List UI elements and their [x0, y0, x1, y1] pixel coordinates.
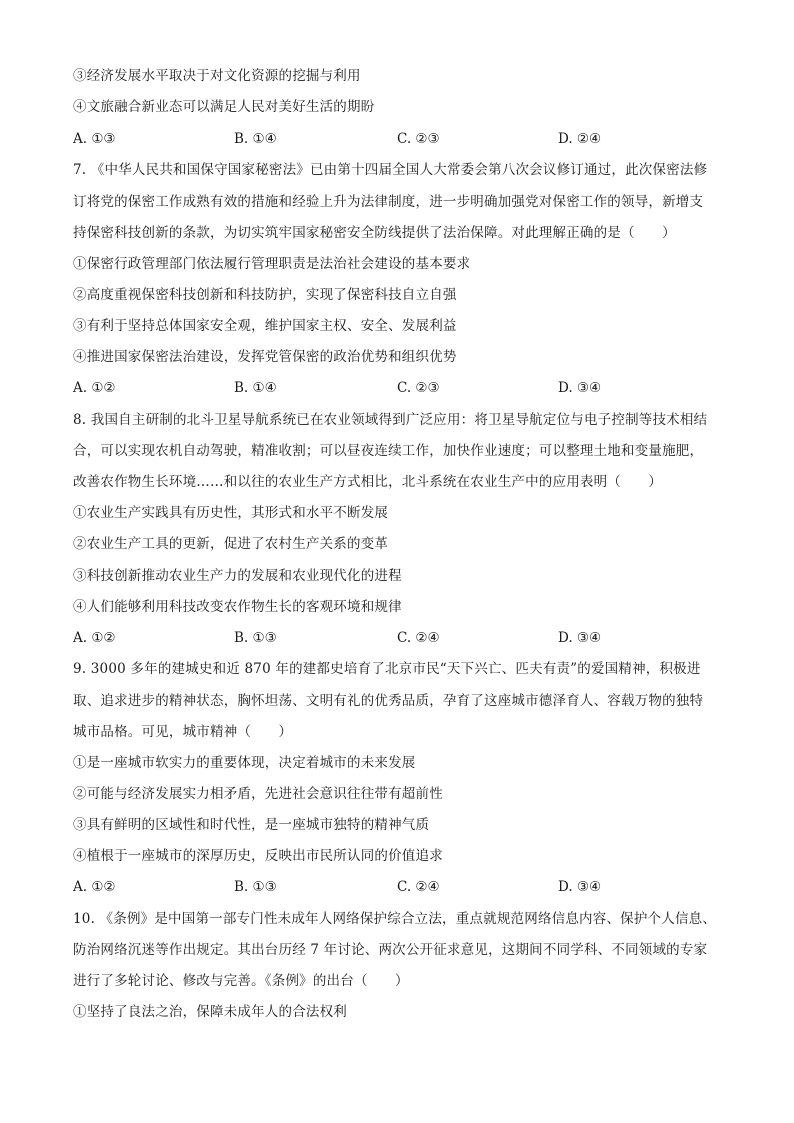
- q6-option-c: C. ②③: [397, 131, 440, 147]
- q8-item-1: ①农业生产实践具有历史性，其形式和水平不断发展: [73, 505, 389, 521]
- q8-stem-line: 合，可以实现农机自动驾驶，精准收割；可以昼夜连续工作，加快作业速度；可以整理土地和变量施肥，: [73, 443, 704, 459]
- q7-option-a: A. ①②: [73, 380, 116, 396]
- q9-stem-line: 城市品格。可见，城市精神（ ）: [73, 724, 293, 740]
- q7-item-3: ③有利于坚持总体国家安全观，维护国家主权、安全、发展利益: [73, 318, 457, 334]
- q8-option-b: B. ①③: [234, 630, 277, 646]
- q7-stem-line: 持保密科技创新的条款，为切实筑牢国家秘密安全防线提供了法治保障。对此理解正确的是（ ）: [73, 225, 676, 241]
- q10-stem-line: 10. 《条例》是中国第一部专门性未成年人网络保护综合立法，重点就规范网络信息内容、保护个人信息、: [73, 911, 717, 927]
- q7-stem-line: 7. 《中华人民共和国保守国家秘密法》已由第十四届全国人大常委会第八次会议修订通过，此次保密法修: [73, 162, 708, 178]
- q7-option-d: D. ③④: [558, 380, 602, 396]
- q6-item-3: ③经济发展水平取决于对文化资源的挖掘与利用: [73, 68, 361, 84]
- q10-stem-line: 进行了多轮讨论、修改与完善。《条例》的出台（ ）: [73, 973, 409, 989]
- q10-item-1: ①坚持了良法之治，保障未成年人的合法权利: [73, 1004, 347, 1020]
- q9-option-b: B. ①③: [234, 879, 277, 895]
- q7-stem-line: 订将党的保密工作成熟有效的措施和经验上升为法律制度，进一步明确加强党对保密工作的领导，新增支: [73, 194, 704, 210]
- q9-stem-line: 取、追求进步的精神状态，胸怀坦荡、文明有礼的优秀品质，孕育了这座城市德泽育人、容载万物的独特: [73, 693, 704, 709]
- q8-stem-line: 改善农作物生长环境……和以往的农业生产方式相比，北斗系统在农业生产中的应用表明（ ）: [73, 474, 663, 490]
- q9-stem-line: 9. 3000 多年的建城史和近 870 年的建都史培育了北京市民“天下兴亡、匹夫有责”的爱国精神，积极进: [73, 661, 701, 677]
- q8-item-4: ④人们能够利用科技改变农作物生长的客观环境和规律: [73, 599, 402, 615]
- q8-stem-line: 8. 我国自主研制的北斗卫星导航系统已在农业领域得到广泛应用：将卫星导航定位与电子控制等技术相结: [73, 412, 708, 428]
- q9-item-3: ③具有鲜明的区域性和时代性，是一座城市独特的精神气质: [73, 817, 430, 833]
- q9-option-d: D. ③④: [558, 879, 602, 895]
- q8-option-c: C. ②④: [397, 630, 440, 646]
- q6-option-a: A. ①③: [73, 131, 116, 147]
- q10-stem-line: 防治网络沉迷等作出规定。其出台历经 7 年讨论、两次公开征求意见，这期间不同学科、不同领域的专家: [73, 942, 708, 958]
- q7-option-c: C. ②③: [397, 380, 440, 396]
- q7-item-1: ①保密行政管理部门依法履行管理职责是法治社会建设的基本要求: [73, 256, 471, 272]
- q7-option-b: B. ①④: [234, 380, 277, 396]
- q8-option-d: D. ③④: [558, 630, 602, 646]
- q6-option-d: D. ②④: [558, 131, 602, 147]
- q8-option-a: A. ①②: [73, 630, 116, 646]
- q9-item-1: ①是一座城市软实力的重要体现，决定着城市的未来发展: [73, 755, 416, 771]
- q9-item-4: ④植根于一座城市的深厚历史，反映出市民所认同的价值追求: [73, 848, 443, 864]
- q8-item-2: ②农业生产工具的更新，促进了农村生产关系的变革: [73, 536, 389, 552]
- q6-option-b: B. ①④: [234, 131, 277, 147]
- q9-option-c: C. ②④: [397, 879, 440, 895]
- q8-item-3: ③科技创新推动农业生产力的发展和农业现代化的进程: [73, 568, 402, 584]
- q7-item-4: ④推进国家保密法治建设，发挥党管保密的政治优势和组织优势: [73, 349, 457, 365]
- q6-item-4: ④文旅融合新业态可以满足人民对美好生活的期盼: [73, 99, 375, 115]
- q9-option-a: A. ①②: [73, 879, 116, 895]
- q7-item-2: ②高度重视保密科技创新和科技防护，实现了保密科技自立自强: [73, 287, 457, 303]
- q9-item-2: ②可能与经济发展实力相矛盾，先进社会意识往往带有超前性: [73, 786, 443, 802]
